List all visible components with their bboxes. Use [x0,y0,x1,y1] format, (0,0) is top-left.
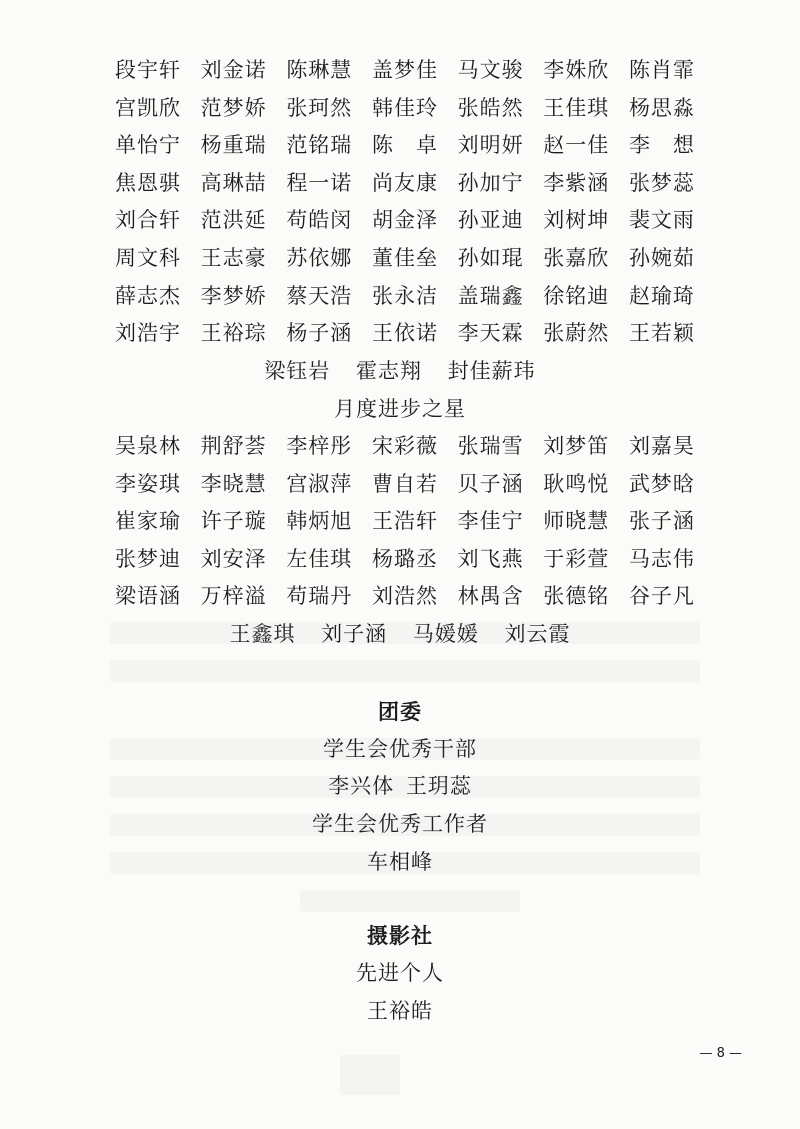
person-name: 林禺含 [457,584,524,608]
name-row [115,244,695,272]
person-name: 董佳垒 [371,246,438,270]
name-row [115,432,695,460]
person-name: 韩佳玲 [371,96,438,120]
person-name: 张皓然 [457,96,524,120]
name-row-centered [0,620,800,648]
person-name: 刘明妍 [457,133,524,157]
person-name: 孙亚迪 [457,208,524,232]
person-name: 高琳喆 [200,171,267,195]
person-name: 张德铭 [543,584,610,608]
person-name: 段宇轩 [115,58,181,82]
person-name: 程一诺 [286,171,353,195]
person-name: 宫淑萍 [286,472,353,496]
person-name: 周文科 [115,246,181,270]
person-name: 张瑞雪 [457,434,524,458]
bleed-through-mark [110,660,700,682]
person-name: 张嘉欣 [543,246,610,270]
person-name: 盖瑞鑫 [457,284,524,308]
person-name: 于彩萱 [543,547,610,571]
person-name: 范梦娇 [200,96,267,120]
name-row [115,545,695,573]
person-name: 刘浩宇 [115,321,181,345]
person-name: 张子涵 [628,509,695,533]
person-name: 韩炳旭 [286,509,353,533]
person-name: 张梦迪 [115,547,181,571]
page-number: — 8 — [699,1046,742,1061]
person-name: 陈琳慧 [286,58,353,82]
person-name: 杨重瑞 [200,133,267,157]
person-name: 刘安泽 [200,547,267,571]
person-name: 师晓慧 [543,509,610,533]
name-row [115,582,695,610]
person-name: 曹自若 [371,472,438,496]
person-name: 李姝欣 [543,58,610,82]
person-name: 陈 卓 [371,133,438,157]
person-name: 张梦蕊 [628,171,695,195]
person-name: 霍志翔 [356,359,422,383]
person-name: 杨思淼 [628,96,695,120]
person-name: 赵瑜琦 [628,284,695,308]
person-name: 赵一佳 [543,133,610,157]
person-name: 谷子凡 [628,584,695,608]
person-name: 封佳薪玮 [447,359,536,383]
person-name: 李晓慧 [200,472,267,496]
person-name: 李天霖 [457,321,524,345]
name-row [115,206,695,234]
person-name: 张永洁 [371,284,438,308]
person-name: 王若颖 [628,321,695,345]
person-name: 耿鸣悦 [543,472,610,496]
person-name: 张珂然 [286,96,353,120]
person-name: 马志伟 [628,547,695,571]
person-name: 刘子涵 [321,622,388,646]
person-name: 范洪延 [200,208,267,232]
person-name: 李梦娇 [200,284,267,308]
person-name: 刘嘉昊 [628,434,695,458]
person-name: 徐铭迪 [543,284,610,308]
person-name: 崔家瑜 [115,509,181,533]
person-name: 刘浩然 [371,584,438,608]
person-name: 万梓溢 [200,584,267,608]
name-row [115,94,695,122]
award-names [0,772,800,800]
person-name: 梁语涵 [115,584,181,608]
person-name: 蔡天浩 [286,284,353,308]
award-names [0,848,800,876]
person-name: 薛志杰 [115,284,181,308]
name-row [115,319,695,347]
person-name: 杨璐丞 [371,547,438,571]
person-name: 王佳琪 [543,96,610,120]
person-name: 胡金泽 [371,208,438,232]
person-name: 宫凯欣 [115,96,181,120]
person-name: 左佳琪 [286,547,353,571]
name-row [115,56,695,84]
person-name: 王志豪 [200,246,267,270]
person-name: 李姿琪 [115,472,181,496]
person-name: 梁钰岩 [264,359,331,383]
person-name: 马媛媛 [412,622,479,646]
section-title-monthly: 月度进步之星 [334,397,466,421]
person-name: 荆舒荟 [200,434,267,458]
person-name: 陈肖霏 [628,58,695,82]
name-row [115,470,695,498]
person-name: 王浩轩 [371,509,438,533]
person-name: 苟瑞丹 [286,584,353,608]
award-title: 学生会优秀工作者 [312,812,488,836]
person-name: 王裕琮 [200,321,267,345]
person-name: 范铭瑞 [286,133,353,157]
person-name: 王依诺 [371,321,438,345]
person-name: 张蔚然 [543,321,610,345]
person-name: 尚友康 [371,171,438,195]
person-name: 焦恩骐 [115,171,181,195]
name-row [115,507,695,535]
person-name: 杨子涵 [286,321,353,345]
person-name: 单怡宁 [115,133,181,157]
bleed-through-mark [340,1055,400,1095]
person-name: 武梦晗 [628,472,695,496]
name-row [115,169,695,197]
section-title-photography: 摄影社 [367,924,433,948]
person-name: 王玥蕊 [405,774,472,798]
person-name: 刘金诺 [200,58,267,82]
person-name: 许子璇 [200,509,267,533]
person-name: 李佳宁 [457,509,524,533]
person-name: 刘合轩 [115,208,181,232]
person-name: 盖梦佳 [371,58,438,82]
person-name: 马文骏 [457,58,524,82]
person-name: 王鑫琪 [229,622,296,646]
name-row-centered [0,357,800,385]
person-name: 刘树坤 [543,208,610,232]
name-row [115,282,695,310]
award-names [0,997,800,1025]
person-name: 孙如琨 [457,246,524,270]
person-name: 李 想 [628,133,695,157]
person-name: 车相峰 [367,850,433,874]
name-row [115,131,695,159]
person-name: 苏依娜 [286,246,353,270]
person-name: 吴泉林 [115,434,181,458]
person-name: 孙婉茹 [628,246,695,270]
section-title-youth-league: 团委 [378,700,422,724]
person-name: 裴文雨 [628,208,695,232]
person-name: 孙加宁 [457,171,524,195]
person-name: 贝子涵 [457,472,524,496]
person-name: 刘梦笛 [543,434,610,458]
award-title: 先进个人 [356,961,444,985]
person-name: 宋彩薇 [371,434,438,458]
person-name: 刘飞燕 [457,547,524,571]
person-name: 李紫涵 [543,171,610,195]
person-name: 李梓彤 [286,434,353,458]
person-name: 王裕皓 [367,999,433,1023]
bleed-through-mark [300,890,520,912]
award-title: 学生会优秀干部 [323,737,477,761]
person-name: 苟皓闵 [286,208,353,232]
person-name: 李兴体 [328,774,395,798]
person-name: 刘云霞 [504,622,571,646]
